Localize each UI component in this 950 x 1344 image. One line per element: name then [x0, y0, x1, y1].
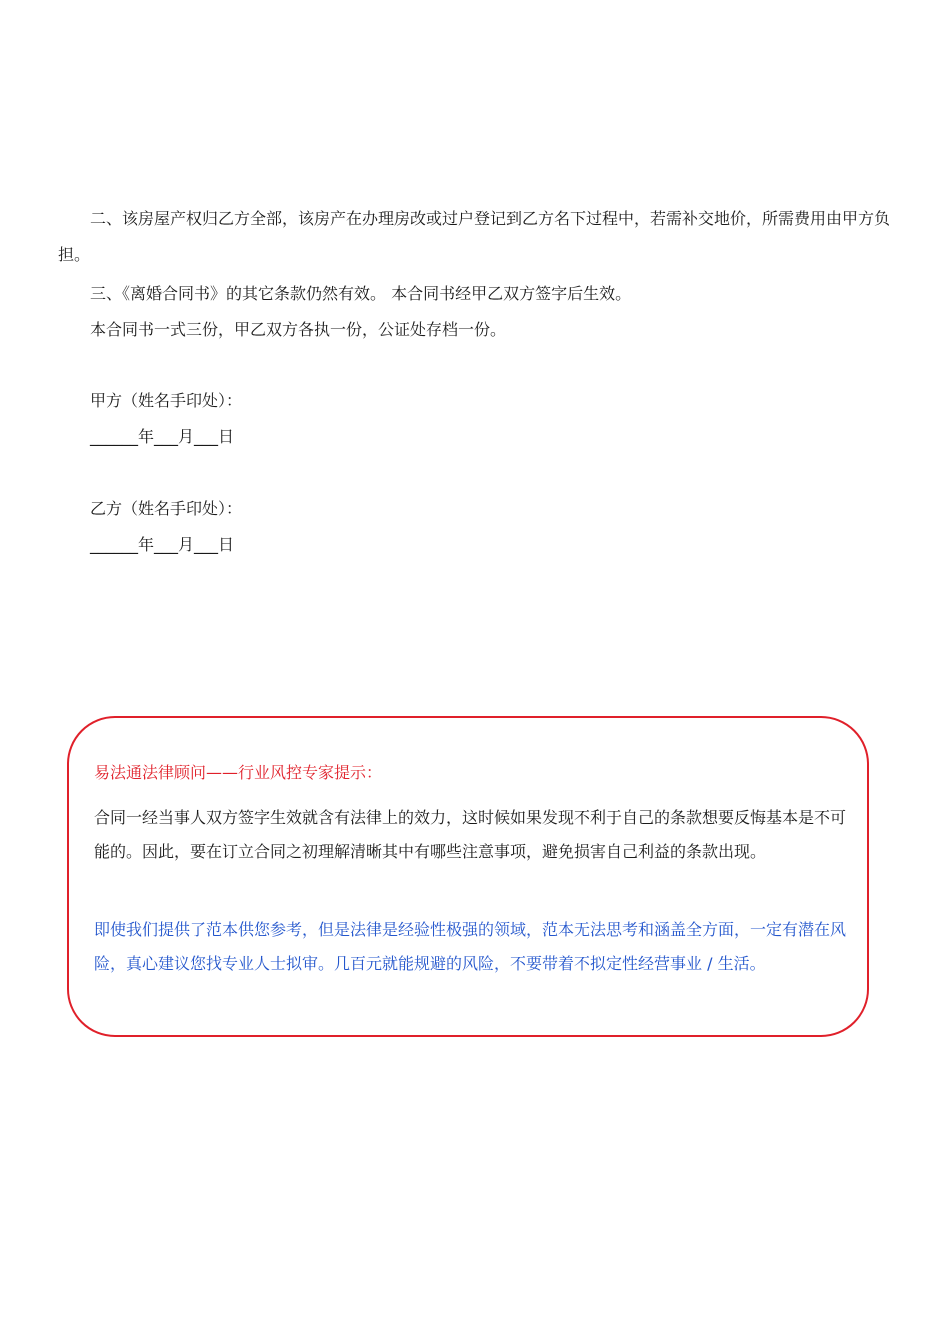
notice-title: 易法通法律顾问——行业风控专家提示：	[94, 763, 383, 782]
notice-paragraph-1: 合同一经当事人双方签字生效就含有法律上的效力，这时候如果发现不利于自己的条款想要反悔基本是不可能的。因此，要在订立合同之初理解清晰其中有哪些注意事项，避免损害自己利益的条款出现。	[94, 808, 847, 861]
copies-clause: 本合同书一式三份，甲乙双方各执一份，公证处存档一份。	[90, 320, 507, 339]
party-b-signature-label: 乙方（姓名手印处）：	[90, 499, 243, 518]
party-a-date-line: ______年___月___日	[90, 427, 235, 446]
party-b-date-line: ______年___月___日	[90, 535, 235, 554]
notice-paragraph-2: 即使我们提供了范本供您参考，但是法律是经验性极强的领域，范本无法思考和涵盖全方面，一定有潜在风险，真心建议您找专业人士拟审。几百元就能规避的风险，不要带着不拟定性经营事业 / 生活。	[94, 920, 847, 973]
party-a-signature-label: 甲方（姓名手印处）：	[90, 391, 243, 410]
clause-2: 二、该房屋产权归乙方全部，该房产在办理房改或过户登记到乙方名下过程中，若需补交地价，所需费用由甲方负担。	[58, 209, 891, 264]
clause-3: 三、《离婚合同书》的其它条款仍然有效。 本合同书经甲乙双方签字后生效。	[90, 284, 632, 303]
